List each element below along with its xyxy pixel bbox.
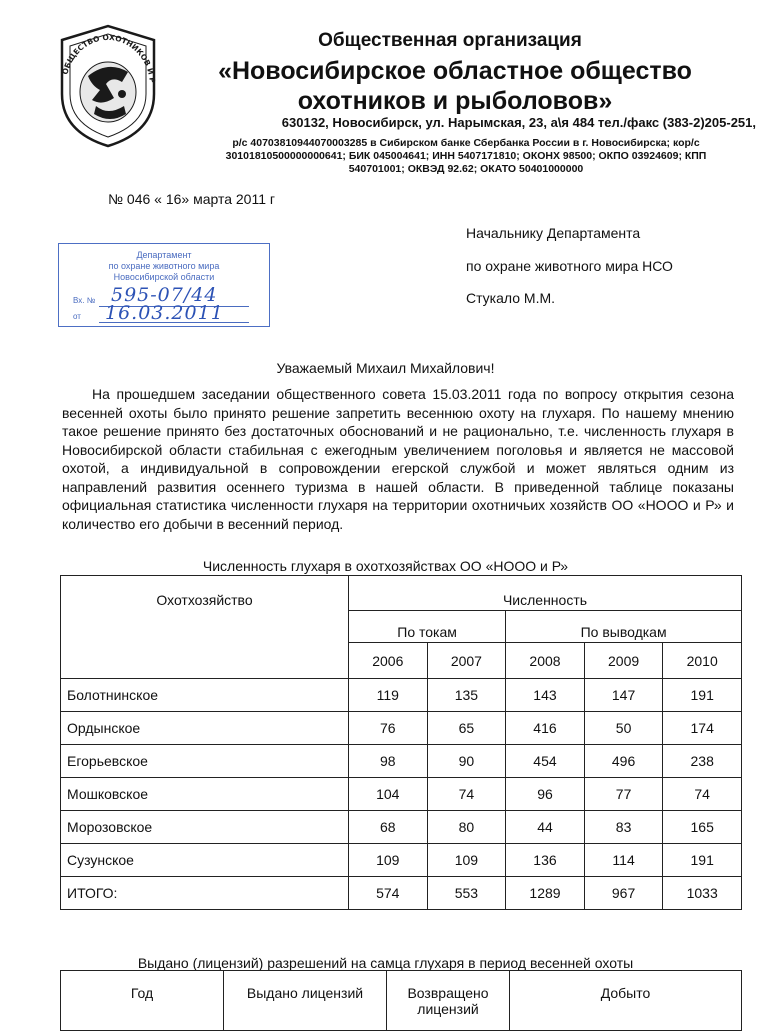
total-row [61,877,742,910]
farm-name: Ордынское [61,712,349,745]
cell-value: 44 [506,811,585,844]
table-caption: Численность глухаря в охотхозяйствах ОО «НООО и Р» [202,558,569,574]
year-header: 2009 [584,643,663,679]
total-label: ИТОГО: [61,877,349,910]
incoming-stamp [58,243,270,327]
table-row [61,745,742,778]
col-header-returned: Возвращено лицензий [387,971,510,1031]
group-header-broods: По выводкам [506,611,742,643]
org-type: Общественная организация [318,30,582,51]
cell-value: 83 [584,811,663,844]
cell-value: 74 [663,778,742,811]
org-name-line2: охотников и рыболовов» [297,87,613,115]
table-row [61,679,742,712]
col-header-count: Численность [349,576,742,611]
table-row [61,844,742,877]
stamp-line-3: Новосибирской области [113,272,215,282]
org-name-line1: «Новосибирское областное общество [218,57,692,85]
cell-value: 98 [349,745,428,778]
total-value: 574 [349,877,428,910]
addressee-line-3: Стукало М.М. [466,290,556,306]
year-header: 2007 [427,643,506,679]
org-name [190,56,720,116]
cell-value: 135 [427,679,506,712]
total-value: 1289 [506,877,585,910]
stamp-line-1: Департамент [136,250,192,260]
col-header-year: Год [61,971,224,1031]
cell-value: 191 [663,679,742,712]
cell-value: 50 [584,712,663,745]
farm-name: Болотнинское [61,679,349,712]
table-row [61,811,742,844]
cell-value: 68 [349,811,428,844]
cell-value: 119 [349,679,428,712]
cell-value: 96 [506,778,585,811]
total-value: 967 [584,877,663,910]
cell-value: 90 [427,745,506,778]
cell-value: 136 [506,844,585,877]
year-header: 2006 [349,643,428,679]
stamp-date-value: 16.03.2011 [105,302,224,324]
organization-seal [52,20,164,150]
stamp-in-label: Вх. № [73,296,96,305]
total-value: 1033 [663,877,742,910]
cell-value: 76 [349,712,428,745]
stamp-in-number: 595-07/44 [111,284,218,306]
year-header: 2008 [506,643,585,679]
cell-value: 80 [427,811,506,844]
farm-name: Егорьевское [61,745,349,778]
cell-value: 74 [427,778,506,811]
addressee-line-1: Начальнику Департамента [466,225,641,241]
org-bank-details [196,137,736,176]
total-value: 553 [427,877,506,910]
salutation: Уважаемый Михаил Михайлович! [276,360,495,376]
farm-name: Мошковское [61,778,349,811]
cell-value: 114 [584,844,663,877]
cell-value: 238 [663,745,742,778]
bank-line-3: 540701001; ОКВЭД 92.62; ОКАТО 50401000000 [348,163,584,175]
body-paragraph: На прошедшем заседании общественного совета 15.03.2011 года по вопросу открытия сезона весенней охоты было принято решение запретить весеннюю охоту на глухаря. По нашему мнению такое решение принято без достаточных обоснований и не рационально, т.е. численность глухаря в Новосибирской области стабильная с ежегодным увеличением поголовья и является не массовой охотой, а индивидуальной в сопровождении егерской службой и может являться одним из направлений развития осеннего туризма в нашей области. В приведенной таблице показаны официальная статистика численности глухаря на территории охотничьих хозяйств ОО «НООО и Р» и количество его добычи в весенний период. [62,386,734,532]
col-header-issued: Выдано лицензий [224,971,387,1031]
cell-value: 77 [584,778,663,811]
seal-text: ОБЩЕСТВО ОХОТНИКОВ И Р [60,32,157,84]
col-header-farm: Охотхозяйство [61,576,349,679]
cell-value: 109 [427,844,506,877]
group-header-leks: По токам [349,611,506,643]
cell-value: 165 [663,811,742,844]
org-address: 630132, Новосибирск, ул. Нарымская, 23, а\я 484 тел./факс (383-2)205-251, [281,115,756,130]
table-row [61,712,742,745]
bank-line-2: 30101810500000000641; БИК 045004641; ИНН 5407171810; ОКОНХ 98500; ОКПО 03924609; КПП [225,150,707,162]
table-row [61,778,742,811]
cell-value: 191 [663,844,742,877]
cell-value: 65 [427,712,506,745]
addressee-line-2: по охране животного мира НСО [466,258,673,274]
cell-value: 147 [584,679,663,712]
license-table [60,970,742,1031]
farm-name: Сузунское [61,844,349,877]
year-header: 2010 [663,643,742,679]
document-number: № 046 « 16» марта 2011 г [108,191,276,207]
cell-value: 109 [349,844,428,877]
stamp-date-label: от [73,312,81,321]
population-table [60,575,742,910]
cell-value: 104 [349,778,428,811]
cell-value: 496 [584,745,663,778]
bank-line-1: р/с 40703810944070003285 в Сибирском банке Сбербанка России в г. Новосибирска; кор/с [232,137,700,149]
cell-value: 174 [663,712,742,745]
license-table-caption: Выдано (лицензий) разрешений на самца глухаря в период весенней охоты [137,955,634,971]
cell-value: 416 [506,712,585,745]
farm-name: Морозовское [61,811,349,844]
cell-value: 143 [506,679,585,712]
col-header-harvested: Добыто [510,971,742,1031]
cell-value: 454 [506,745,585,778]
stamp-line-2: по охране животного мира [108,261,220,271]
